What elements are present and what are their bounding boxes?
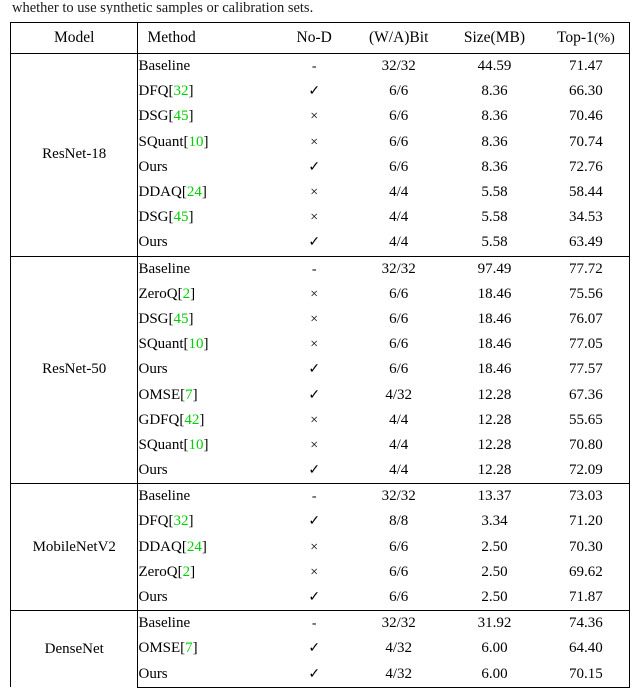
cell-top1: 70.80 — [543, 433, 630, 458]
cell-no-d: ✓ — [277, 662, 351, 688]
cell-top1: 71.47 — [543, 54, 630, 80]
cell-no-d: ✓ — [308, 590, 321, 606]
cell-no-d: ✓ — [308, 387, 321, 403]
cell-bit: 6/6 — [389, 108, 409, 125]
cell-bit: 6/6 — [389, 589, 409, 606]
cell-method: DFQ[32] — [138, 79, 277, 104]
cell-top1: 72.76 — [543, 155, 630, 180]
cell-bit: 6/6 — [389, 133, 409, 150]
results-table — [10, 22, 630, 688]
cell-method: Baseline — [138, 484, 277, 510]
citation-ref[interactable]: 45 — [173, 108, 189, 125]
cell-size: 5.58 — [481, 184, 508, 201]
cell-method: ZeroQ[2] — [138, 560, 277, 585]
cell-no-d: × — [310, 412, 319, 428]
cell-size: 8.36 — [481, 133, 508, 150]
cell-top1: 67.36 — [543, 382, 630, 407]
cell-size: 8.36 — [481, 108, 508, 125]
cell-model: DenseNet — [11, 611, 138, 688]
cell-top1: 77.05 — [543, 332, 630, 357]
cell-method: Baseline — [138, 256, 277, 282]
header-size: Size(MB) — [446, 23, 543, 54]
cell-bit: 8/8 — [389, 513, 409, 530]
cell-bit: 32/32 — [351, 256, 446, 282]
cell-no-d: - — [277, 256, 351, 282]
cell-top1: 66.30 — [543, 79, 630, 104]
cell-bit: 6/6 — [389, 285, 409, 302]
cell-no-d: × — [310, 564, 319, 580]
cell-method: DSG[45] — [138, 307, 277, 332]
cell-top1: 73.03 — [543, 484, 630, 510]
cell-method: Baseline — [138, 54, 277, 80]
cell-no-d: × — [310, 311, 319, 327]
cell-method: DFQ[32] — [138, 509, 277, 534]
cell-size: 3.34 — [481, 513, 508, 530]
cell-size: 13.37 — [446, 484, 543, 510]
cell-no-d: - — [311, 59, 317, 75]
cell-no-d: × — [310, 337, 319, 353]
cell-size: 12.28 — [477, 462, 512, 479]
cell-no-d: ✓ — [308, 84, 321, 100]
cell-size: 12.28 — [477, 386, 512, 403]
cell-top1: 70.74 — [543, 130, 630, 155]
cell-top1: 70.30 — [543, 535, 630, 560]
cell-size: 18.46 — [477, 310, 512, 327]
cell-size: 18.46 — [477, 336, 512, 353]
cell-method: Ours — [138, 357, 277, 382]
cell-size: 2.50 — [481, 589, 508, 606]
cell-top1: 70.46 — [543, 104, 630, 129]
cell-top1: 75.56 — [543, 282, 630, 307]
citation-ref[interactable]: 10 — [188, 133, 204, 150]
cell-no-d: × — [310, 539, 319, 555]
cell-size: 5.58 — [481, 234, 508, 251]
cell-method: OMSE[7] — [138, 636, 277, 661]
cell-bit: 6/6 — [389, 336, 409, 353]
cell-top1: 71.87 — [543, 585, 630, 611]
cell-top1: 63.49 — [543, 230, 630, 256]
cell-no-d: ✓ — [308, 362, 321, 378]
header-model: Model — [11, 23, 138, 54]
cell-size: 6.00 — [446, 662, 543, 688]
cell-size: 5.58 — [481, 209, 508, 226]
cell-method: OMSE[7] — [138, 382, 277, 407]
cell-top1: 77.57 — [543, 357, 630, 382]
citation-ref[interactable]: 7 — [185, 640, 193, 657]
cell-top1: 58.44 — [543, 180, 630, 205]
cell-bit: 4/32 — [351, 662, 446, 688]
citation-ref[interactable]: 2 — [182, 563, 191, 580]
cell-method: Ours — [138, 155, 277, 180]
cell-bit: 4/4 — [389, 209, 409, 226]
cell-bit: 32/32 — [381, 58, 416, 75]
cell-no-d: × — [310, 437, 319, 453]
cell-bit: 6/6 — [389, 538, 409, 555]
cell-size: 8.36 — [481, 158, 508, 175]
cell-model: ResNet-18 — [11, 54, 138, 257]
cell-no-d: - — [277, 484, 351, 510]
cell-top1: 72.09 — [543, 458, 630, 484]
cell-bit: 4/32 — [385, 386, 413, 403]
cell-bit: 32/32 — [351, 484, 446, 510]
cell-top1: 55.65 — [543, 408, 630, 433]
cell-top1: 71.20 — [543, 509, 630, 534]
table-row — [11, 611, 630, 637]
cell-no-d: - — [277, 611, 351, 637]
citation-ref[interactable]: 2 — [182, 285, 191, 302]
table-row — [11, 54, 630, 80]
citation-ref[interactable]: 10 — [188, 436, 204, 453]
table-header-row — [11, 23, 630, 54]
cell-bit: 6/6 — [389, 310, 409, 327]
citation-ref[interactable]: 24 — [186, 184, 202, 201]
cell-no-d: × — [310, 286, 319, 302]
cell-method: SQuant[10] — [138, 433, 277, 458]
cell-method: SQuant[10] — [138, 130, 277, 155]
citation-ref[interactable]: 42 — [184, 411, 200, 428]
cell-model: ResNet-50 — [11, 256, 138, 484]
cell-size: 8.36 — [481, 83, 508, 100]
cell-bit: 6/6 — [389, 83, 409, 100]
citation-ref[interactable]: 10 — [188, 336, 204, 353]
cell-bit: 4/4 — [389, 462, 409, 479]
cell-size: 18.46 — [477, 285, 512, 302]
cell-method: Ours — [138, 230, 277, 256]
cell-size: 97.49 — [446, 256, 543, 282]
cell-top1: 69.62 — [543, 560, 630, 585]
cell-size: 44.59 — [477, 58, 512, 75]
cell-top1: 74.36 — [543, 611, 630, 637]
cell-method: DDAQ[24] — [138, 535, 277, 560]
cell-bit: 6/6 — [389, 361, 409, 378]
cell-bit: 6/6 — [389, 158, 409, 175]
cell-size: 2.50 — [481, 563, 508, 580]
cell-bit: 4/4 — [389, 411, 409, 428]
cell-top1: 64.40 — [543, 636, 630, 661]
cell-no-d: ✓ — [308, 463, 321, 479]
cell-method: Ours — [138, 585, 277, 611]
citation-ref[interactable]: 7 — [185, 386, 193, 403]
cell-method: Ours — [138, 662, 277, 688]
citation-ref[interactable]: 45 — [173, 209, 189, 226]
caption-tail-text: whether to use synthetic samples or calibration sets. — [12, 0, 314, 14]
citation-ref[interactable]: 45 — [173, 310, 189, 327]
cell-bit: 4/4 — [389, 184, 409, 201]
cell-top1: 70.15 — [543, 662, 630, 688]
cell-bit: 6/6 — [389, 563, 409, 580]
cell-bit: 32/32 — [351, 611, 446, 637]
cell-bit: 4/4 — [389, 436, 409, 453]
cell-size: 12.28 — [477, 436, 512, 453]
header-bit: (W/A)Bit — [351, 23, 446, 54]
cell-method: SQuant[10] — [138, 332, 277, 357]
cell-top1: 34.53 — [543, 205, 630, 230]
cell-size: 31.92 — [446, 611, 543, 637]
header-top1: Top-1(%) — [543, 23, 630, 54]
cell-size: 2.50 — [481, 538, 508, 555]
header-no-d: No-D — [277, 23, 351, 54]
cell-size: 12.28 — [477, 411, 512, 428]
cell-method: DDAQ[24] — [138, 180, 277, 205]
cell-model: MobileNetV2 — [11, 484, 138, 611]
table-row — [11, 256, 630, 282]
cell-method: GDFQ[42] — [138, 408, 277, 433]
cell-method: DSG[45] — [138, 205, 277, 230]
cell-bit: 4/32 — [385, 640, 413, 657]
cell-no-d: × — [310, 109, 319, 125]
cell-no-d: × — [310, 134, 319, 150]
citation-ref[interactable]: 24 — [186, 538, 202, 555]
cell-no-d: ✓ — [308, 235, 321, 251]
cell-top1: 77.72 — [543, 256, 630, 282]
cell-no-d: ✓ — [308, 514, 321, 530]
cell-top1: 76.07 — [543, 307, 630, 332]
cell-size: 6.00 — [481, 640, 508, 657]
cell-no-d: × — [310, 210, 319, 226]
citation-ref[interactable]: 32 — [173, 513, 189, 530]
cell-method: ZeroQ[2] — [138, 282, 277, 307]
cell-bit: 4/4 — [389, 234, 409, 251]
cell-no-d: × — [310, 185, 319, 201]
header-method: Method — [138, 23, 277, 54]
citation-ref[interactable]: 32 — [173, 83, 189, 100]
cell-no-d: ✓ — [308, 641, 321, 657]
cell-size: 18.46 — [477, 361, 512, 378]
cell-method: DSG[45] — [138, 104, 277, 129]
cell-method: Baseline — [138, 611, 277, 637]
cell-no-d: ✓ — [308, 159, 321, 175]
table-row — [11, 484, 630, 510]
cell-method: Ours — [138, 458, 277, 484]
